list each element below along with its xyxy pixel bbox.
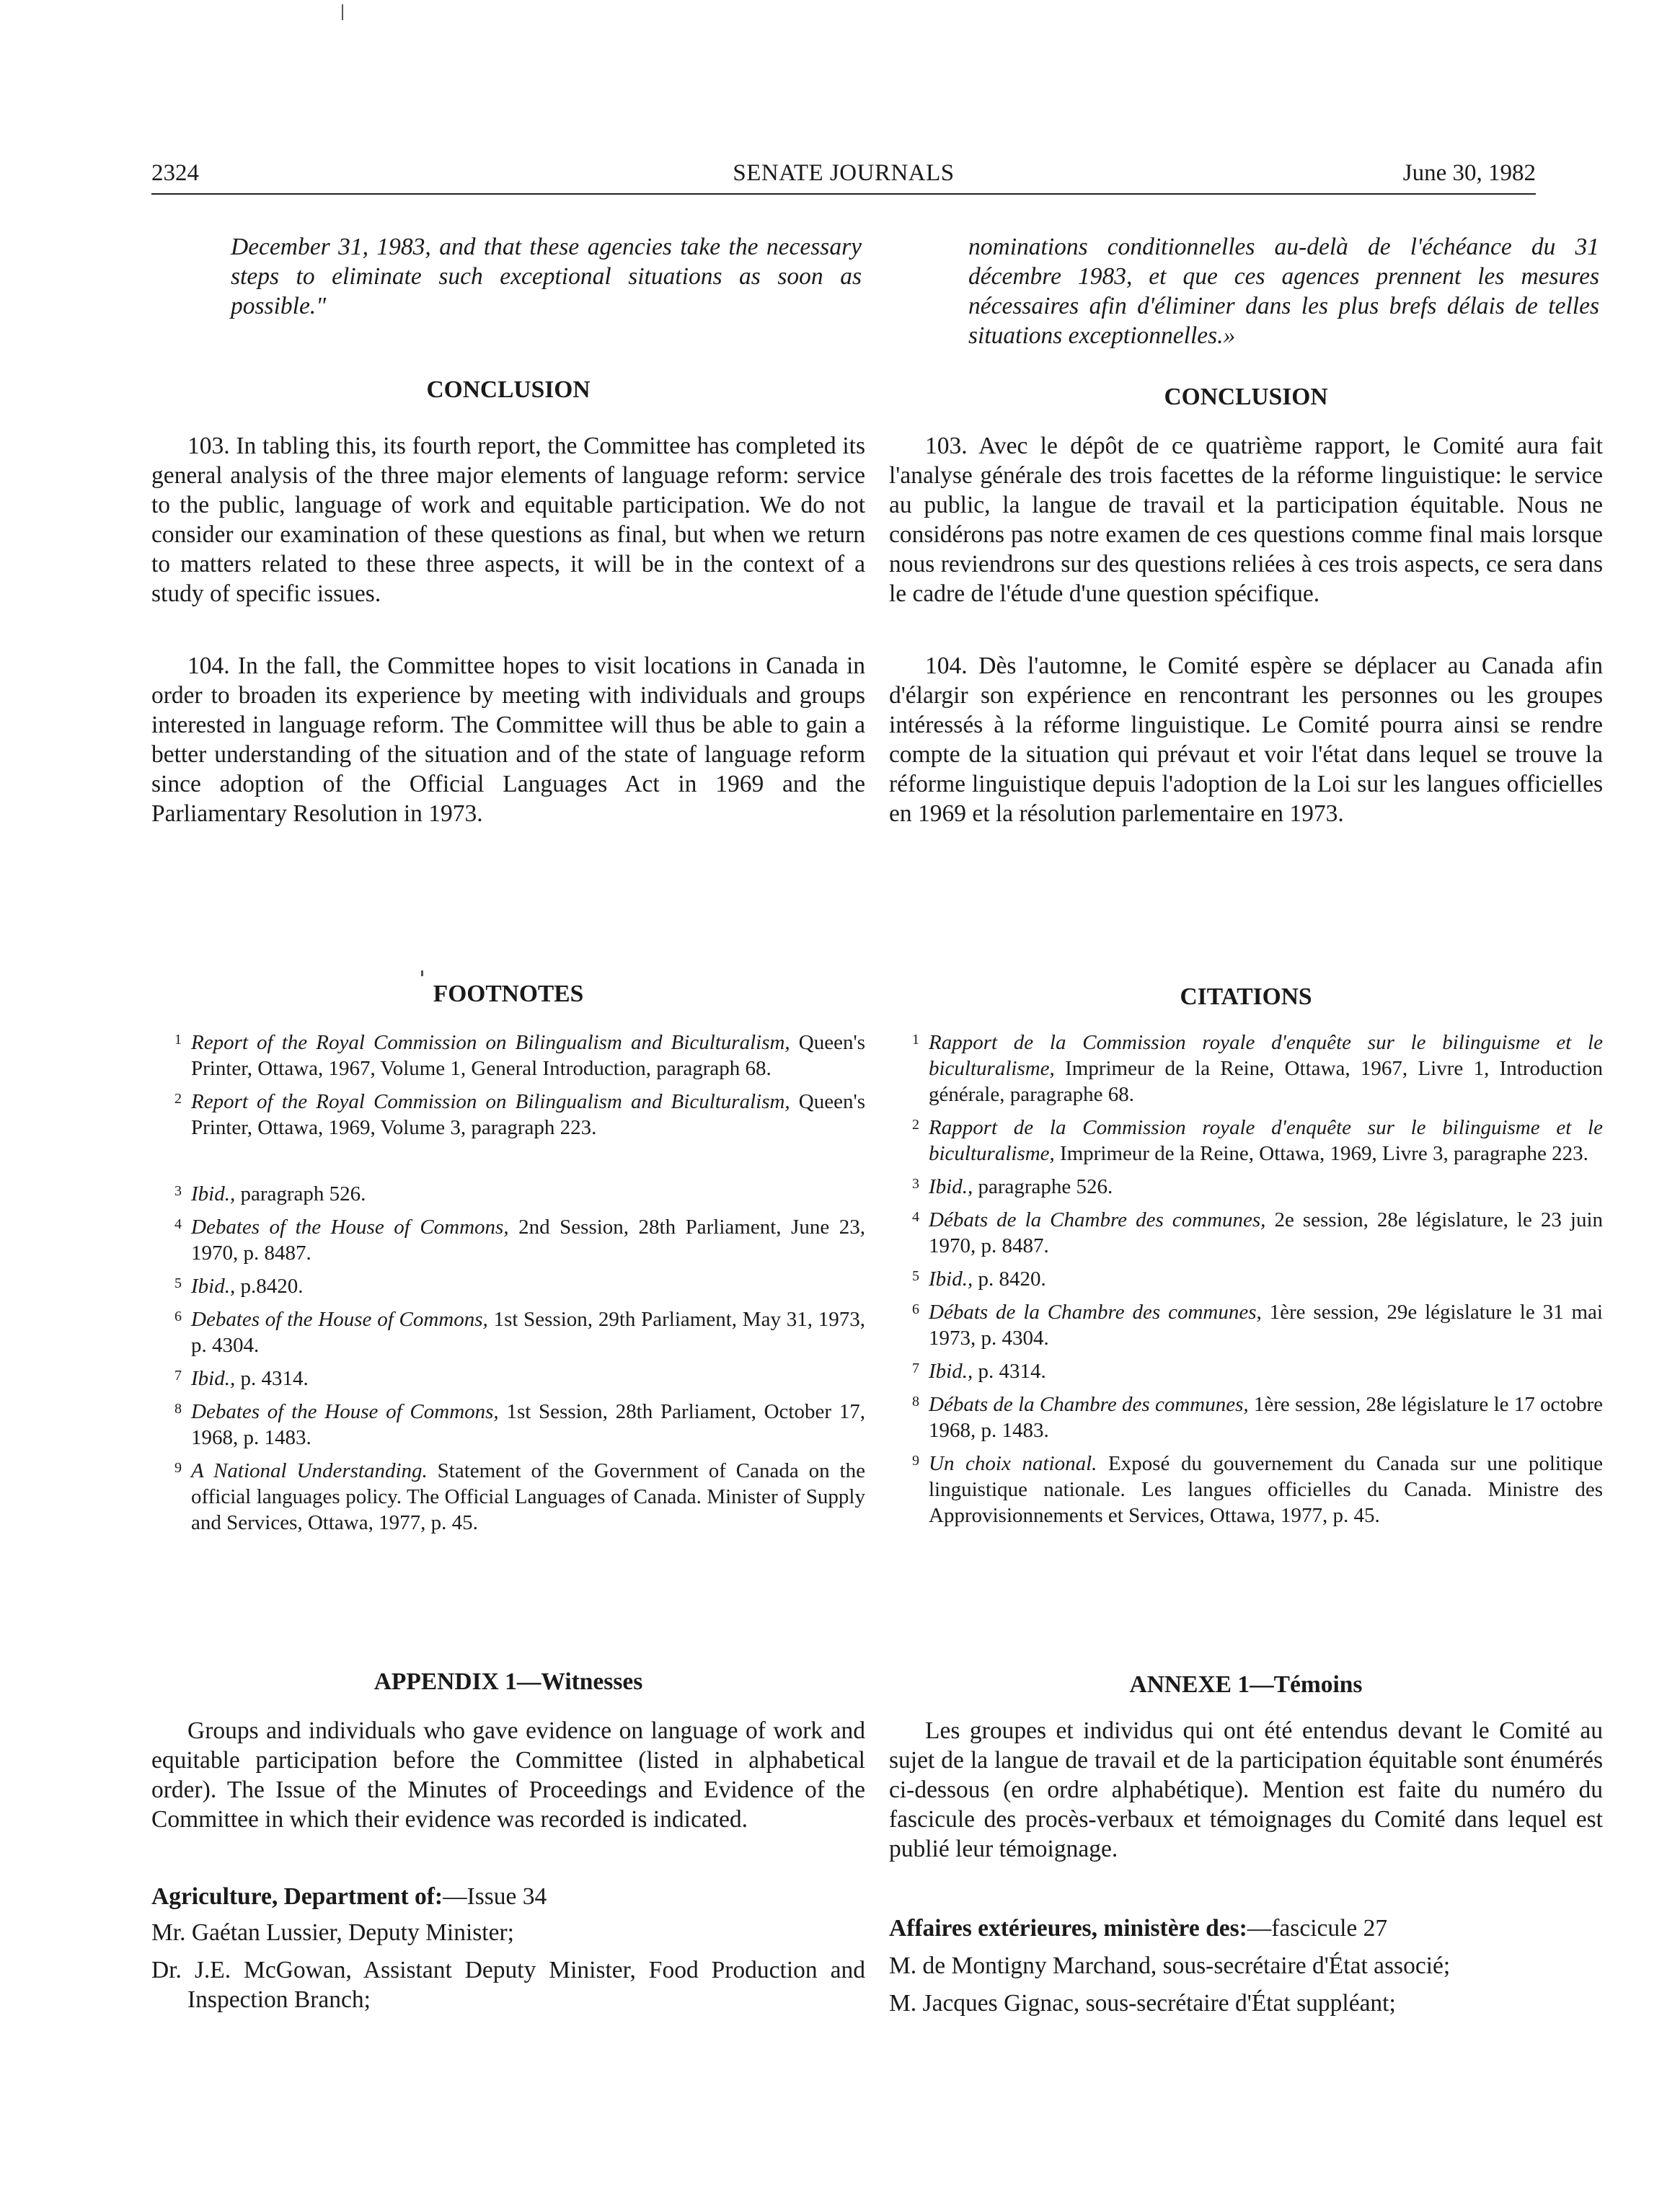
conclusion-heading: CONCLUSION: [426, 376, 591, 403]
quote-continuation: nominations conditionnelles au-delà de l'échéance du 31 décembre 1983, et que ces agences prennent les mesures nécessaires afin d'éliminer dans les plus brefs délais de telles situations exceptionnelles.»: [968, 234, 1599, 349]
running-head: [151, 160, 1536, 195]
annexe-heading: ANNEXE 1—Témoins: [1129, 1671, 1363, 1698]
footnote: 8 Debates of the House of Commons, 1st Session, 28th Parliament, October 17, 1968, p. 1483.: [174, 1400, 865, 1449]
footnote: 3 Ibid., paragraph 526.: [174, 1182, 366, 1205]
conclusion-heading: CONCLUSION: [1164, 384, 1328, 410]
appendix-intro: Les groupes et individus qui ont été entendus devant le Comité au sujet de la langue de travail et de la participation équitable sont énumérés ci-dessous (en ordre alphabétique). Mention est faite du numéro du fascicule des procès-verbaux et témoignages du Comité dans lequel est publié leur témoignage.: [889, 1717, 1603, 1862]
page-number: 2324: [151, 160, 199, 186]
department-name: Agriculture, Department of:: [151, 1883, 443, 1910]
footnote: 2 Report of the Royal Commission on Bilingualism and Biculturalism, Queen's Printer, Ottawa, 1969, Volume 3, paragraph 223.: [174, 1090, 865, 1139]
scan-mark: [342, 4, 343, 20]
citations-heading: CITATIONS: [1180, 983, 1312, 1010]
footnote: 8 Débats de la Chambre des communes, 1ère session, 28e législature le 17 octobre 1968, p. 1483.: [912, 1393, 1603, 1442]
footnotes-heading: FOOTNOTES: [433, 981, 584, 1007]
footnote: 4 Débats de la Chambre des communes, 2e session, 28e législature, le 23 juin 1970, p. 8487.: [912, 1208, 1604, 1257]
department-issue: —Issue 34: [443, 1883, 547, 1910]
department-issue: —fascicule 27: [1247, 1915, 1388, 1942]
footnote: 6 Débats de la Chambre des communes, 1ère session, 29e législature le 31 mai 1973, p. 4304.: [912, 1301, 1603, 1350]
footnote: 9 Un choix national. Exposé du gouvernement du Canada sur une politique linguistique nationale. Les langues officielles du Canada. Ministre des Approvisionnements et Services, Ottawa, 1977, p. 45.: [912, 1452, 1603, 1527]
witness-entry: M. de Montigny Marchand, sous-secrétaire d'État associé;: [889, 1952, 1451, 1979]
footnote: 7 Ibid., p. 4314.: [174, 1367, 309, 1390]
footnote: 5 Ibid., p. 8420.: [912, 1267, 1046, 1291]
footnote: 7 Ibid., p. 4314.: [912, 1360, 1046, 1383]
footnote: 3 Ibid., paragraphe 526.: [912, 1175, 1113, 1198]
paragraph-104: 104. In the fall, the Committee hopes to visit locations in Canada in order to broaden its experience by meeting with individuals and groups interested in language reform. The Committee will thus be able to gain a better understanding of the situation and of the state of language reform since adoption of the Official Languages Act in 1969 and the Parliamentary Resolution in 1973.: [151, 652, 865, 827]
quote-continuation: December 31, 1983, and that these agencies take the necessary steps to eliminate such exceptional situations as soon as possible.": [231, 234, 862, 319]
paragraph-103: 103. Avec le dépôt de ce quatrième rapport, le Comité aura fait l'analyse générale des trois facettes de la réforme linguistique: le service au public, la langue de travail et la participation équitable. Nous ne considérons pas notre examen de ces questions comme final mais lorsque nous reviendrons sur des questions reliées à ces trois aspects, ce sera dans le cadre de l'étude d'une question spécifique.: [889, 433, 1603, 607]
footnote: 6 Debates of the House of Commons, 1st Session, 29th Parliament, May 31, 1973, p. 4304.: [174, 1308, 865, 1357]
witness-entry: M. Jacques Gignac, sous-secrétaire d'État suppléant;: [889, 1990, 1396, 2017]
footnote: 1 Report of the Royal Commission on Bilingualism and Biculturalism, Queen's Printer, Ottawa, 1967, Volume 1, General Introduction, paragraph 68.: [174, 1031, 865, 1080]
footnote: 9 A National Understanding. Statement of the Government of Canada on the official languages policy. The Official Languages of Canada. Minister of Supply and Services, Ottawa, 1977, p. 45.: [174, 1459, 865, 1534]
witness-entry: Dr. J.E. McGowan, Assistant Deputy Minister, Food Production and Inspection Branch;: [151, 1957, 865, 2013]
witness-entry: Mr. Gaétan Lussier, Deputy Minister;: [151, 1919, 514, 1946]
footnote: 1 Rapport de la Commission royale d'enquête sur le bilinguisme et le biculturalisme, Imprimeur de la Reine, Ottawa, 1967, Livre 1, Introduction générale, paragraphe 68.: [912, 1031, 1603, 1106]
paragraph-104: 104. Dès l'automne, le Comité espère se déplacer au Canada afin d'élargir son expérience en rencontrant les personnes ou les groupes intéressés à la réforme linguistique. Le Comité pourra ainsi se rendre compte de la situation qui prévaut et voir l'état dans lequel se trouve la réforme linguistique depuis l'adoption de la Loi sur les langues officielles en 1969 et la résolution parlementaire en 1973.: [889, 652, 1603, 827]
footnote: 2 Rapport de la Commission royale d'enquête sur le bilinguisme et le biculturalisme, Imprimeur de la Reine, Ottawa, 1969, Livre 3, paragraphe 223.: [912, 1116, 1603, 1165]
citation-list: [889, 1030, 1603, 1528]
paragraph-103: 103. In tabling this, its fourth report, the Committee has completed its general analysis of the three major elements of language reform: service to the public, language of work and equitable participation. We do not consider our examination of these questions as final, but when we return to matters related to these three aspects, it will be in the context of a study of specific issues.: [151, 433, 865, 607]
footnote: 4 Debates of the House of Commons, 2nd Session, 28th Parliament, June 23, 1970, p. 8487.: [174, 1216, 865, 1265]
department-entry: [151, 1882, 865, 1911]
journal-title: SENATE JOURNALS: [733, 160, 955, 186]
appendix-intro: Groups and individuals who gave evidence on language of work and equitable participation before the Committee (listed in alphabetical order). The Issue of the Minutes of Proceedings and Evidence of the Committee in which their evidence was recorded is indicated.: [151, 1717, 865, 1833]
footnote: 5 Ibid., p.8420.: [174, 1275, 304, 1298]
department-name: Affaires extérieures, ministère des:: [889, 1915, 1247, 1942]
journal-date: June 30, 1982: [1402, 160, 1536, 186]
department-entry: [889, 1913, 1603, 1943]
scan-mark: [421, 970, 423, 976]
appendix-heading: APPENDIX 1—Witnesses: [373, 1668, 643, 1695]
footnote-list: [151, 1030, 865, 1536]
